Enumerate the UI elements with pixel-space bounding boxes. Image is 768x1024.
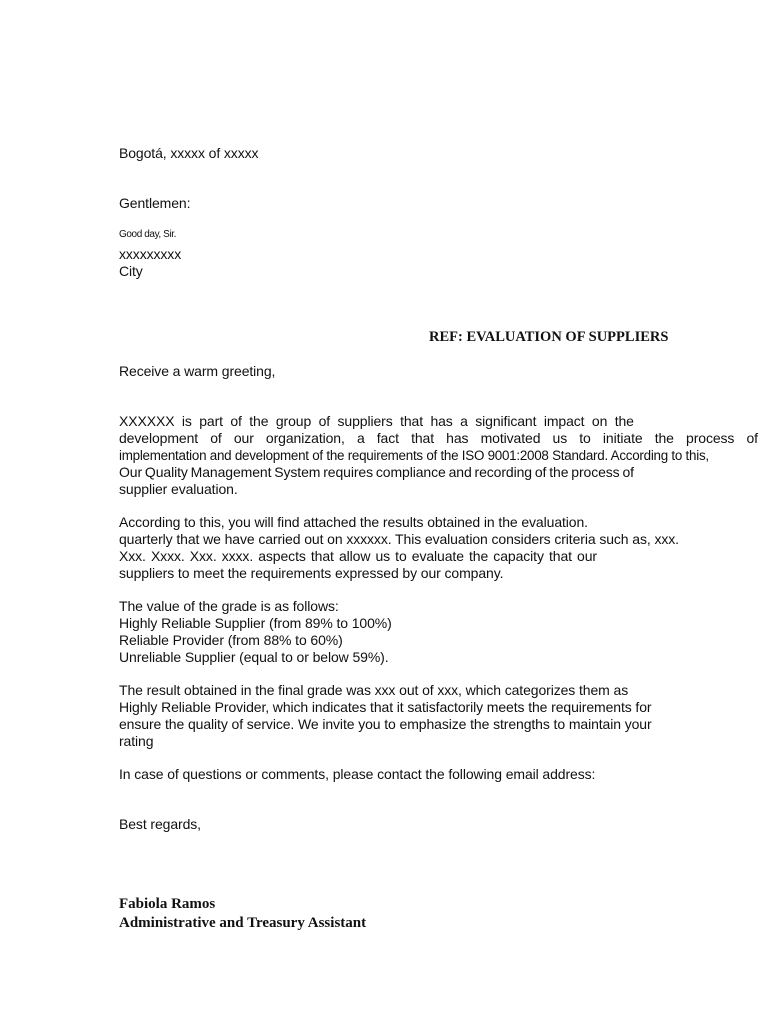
grade-item: Unreliable Supplier (equal to or below 59%). <box>119 649 389 665</box>
paragraph3-line2: Highly Reliable Provider, which indicates that it satisfactorily meets the requirements for <box>119 699 652 715</box>
paragraph1-line5: supplier evaluation. <box>119 481 238 497</box>
grades-intro: The value of the grade is as follows: <box>119 598 339 614</box>
opening-greeting: Receive a warm greeting, <box>119 363 276 379</box>
recipient-city: City <box>119 263 143 279</box>
place-date: Bogotá, xxxxx of xxxxx <box>119 145 259 161</box>
recipient-name: xxxxxxxxx <box>119 246 182 262</box>
paragraph2-line4: suppliers to meet the requirements expressed by our company. <box>119 565 504 581</box>
salutation: Gentlemen: <box>119 195 191 211</box>
reference-heading: REF: EVALUATION OF SUPPLIERS <box>429 329 669 345</box>
small-greeting: Good day, Sir. <box>119 229 177 240</box>
contact-line: In case of questions or comments, please contact the following email address: <box>119 766 596 782</box>
signer-title: Administrative and Treasury Assistant <box>119 915 367 931</box>
paragraph1-line3: implementation and development of the requirements of the ISO 9001:2008 Standard. According to this, <box>119 448 709 463</box>
grade-item: Reliable Provider (from 88% to 60%) <box>119 632 343 648</box>
paragraph3-line3: ensure the quality of service. We invite you to emphasize the strengths to maintain your <box>119 716 652 732</box>
paragraph2-line1: According to this, you will find attached the results obtained in the evaluation. <box>119 514 588 530</box>
paragraph2-line3: Xxx. Xxxx. Xxx. xxxx. aspects that allow us to evaluate the capacity that our <box>119 548 597 564</box>
paragraph3-line4: rating <box>119 733 154 749</box>
paragraph1-line1: XXXXXX is part of the group of suppliers that has a significant impact on the <box>119 413 634 429</box>
paragraph2-line2: quarterly that we have carried out on xxxxxx. This evaluation considers criteria such as, xxx. <box>119 531 679 547</box>
paragraph1-line4: Our Quality Management System requires compliance and recording of the process of <box>119 464 634 480</box>
signer-name: Fabiola Ramos <box>119 896 216 912</box>
closing: Best regards, <box>119 816 201 832</box>
grade-item: Highly Reliable Supplier (from 89% to 100%) <box>119 615 392 631</box>
paragraph1-line2: development of our organization, a fact that has motivated us to initiate the process of <box>119 430 758 446</box>
paragraph3-line1: The result obtained in the final grade was xxx out of xxx, which categorizes them as <box>119 682 629 698</box>
